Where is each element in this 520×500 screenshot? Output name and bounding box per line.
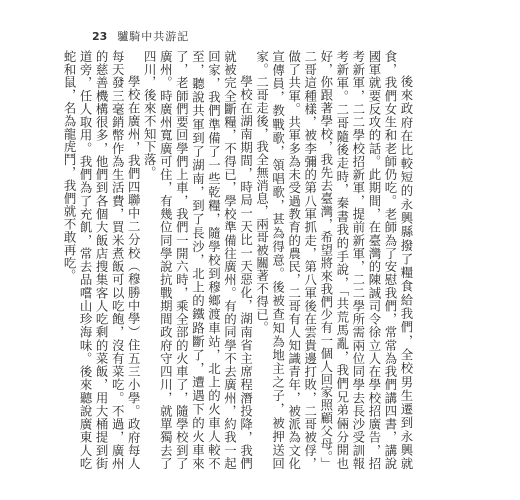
paragraph-2: 學校在湖南期間，時局一天比一天惡化，湖南省主席程潛投降，我們就被完全斷糧，不得已，學校準備往廣州。有的同學不去廣州，約我一起回家，我們準備了一些乾糧，隨學校到穆鄉渡車站，北上的火車人較不至，聽說共軍到了湖南，到了長沙，北上的鐵路斷了，遭遇下的火車來了，老師們要回學們上車，我們一開六時，乘全部的火車了，隨學校到了廣州。時廣州寬廣可住，有幾位同學說抗戰期間政府守四川，就單獨去了四川，後來不知下落。: [142, 50, 254, 470]
vertical-body-text: [61, 50, 414, 470]
page-header: [92, 28, 189, 44]
paragraph-1: 後來政府在比較短的永興縣撥了糧食給我們，全校男生遷到永興就食，我們女生和老師仍吃。老師為了安慰我們，常常為我們講四書，講說國軍就要反攻的話。此期間，在臺灣的陳誠司令徐立人在學校招廣告，招考新軍，二二學校招新軍，提前新軍，二二學所需兩位同學去長沙受訓報考新軍。二哥隨後走時，秦書我的手說，「共荒馬亂，我們兄弟倆分開也好，你跟著學校，我先去臺灣，希望將來我們少有一個人回家照顧父母。」二哥這種樣，被李彌的第八軍抓走，第八軍後在雲貴邊打敗，二哥被俘，做了共軍。共軍多為未受過教育的農民，二哥有人知識青年，被派為文化宣傳員，教戰歌，領唱歌，甚為得意。後被查知為地主之子，被押送回家。二哥走後，我全無消息，兩哥被關著不得已。: [254, 50, 414, 470]
page-number: 23: [92, 30, 108, 43]
paragraph-3: 學校在廣州，我們四聯中二分校（穆勝中學）住五三小學。政府每人每天發三毫銷幣作為生活費，買米煮飯可以吃飽，沒有菜吃。不過，廣州的慈善機構很多，他們到各個大飯店搜集客人吃剩的菜飯，用大桶提到街道旁，任人取用。我們為了充飢，常去品嚐山珍海味。後來聽說廣東人吃蛇和鼠，名為龍虎鬥，我們就不敢再吃。: [62, 50, 142, 470]
running-title: 驢騎中共游記: [117, 30, 190, 43]
